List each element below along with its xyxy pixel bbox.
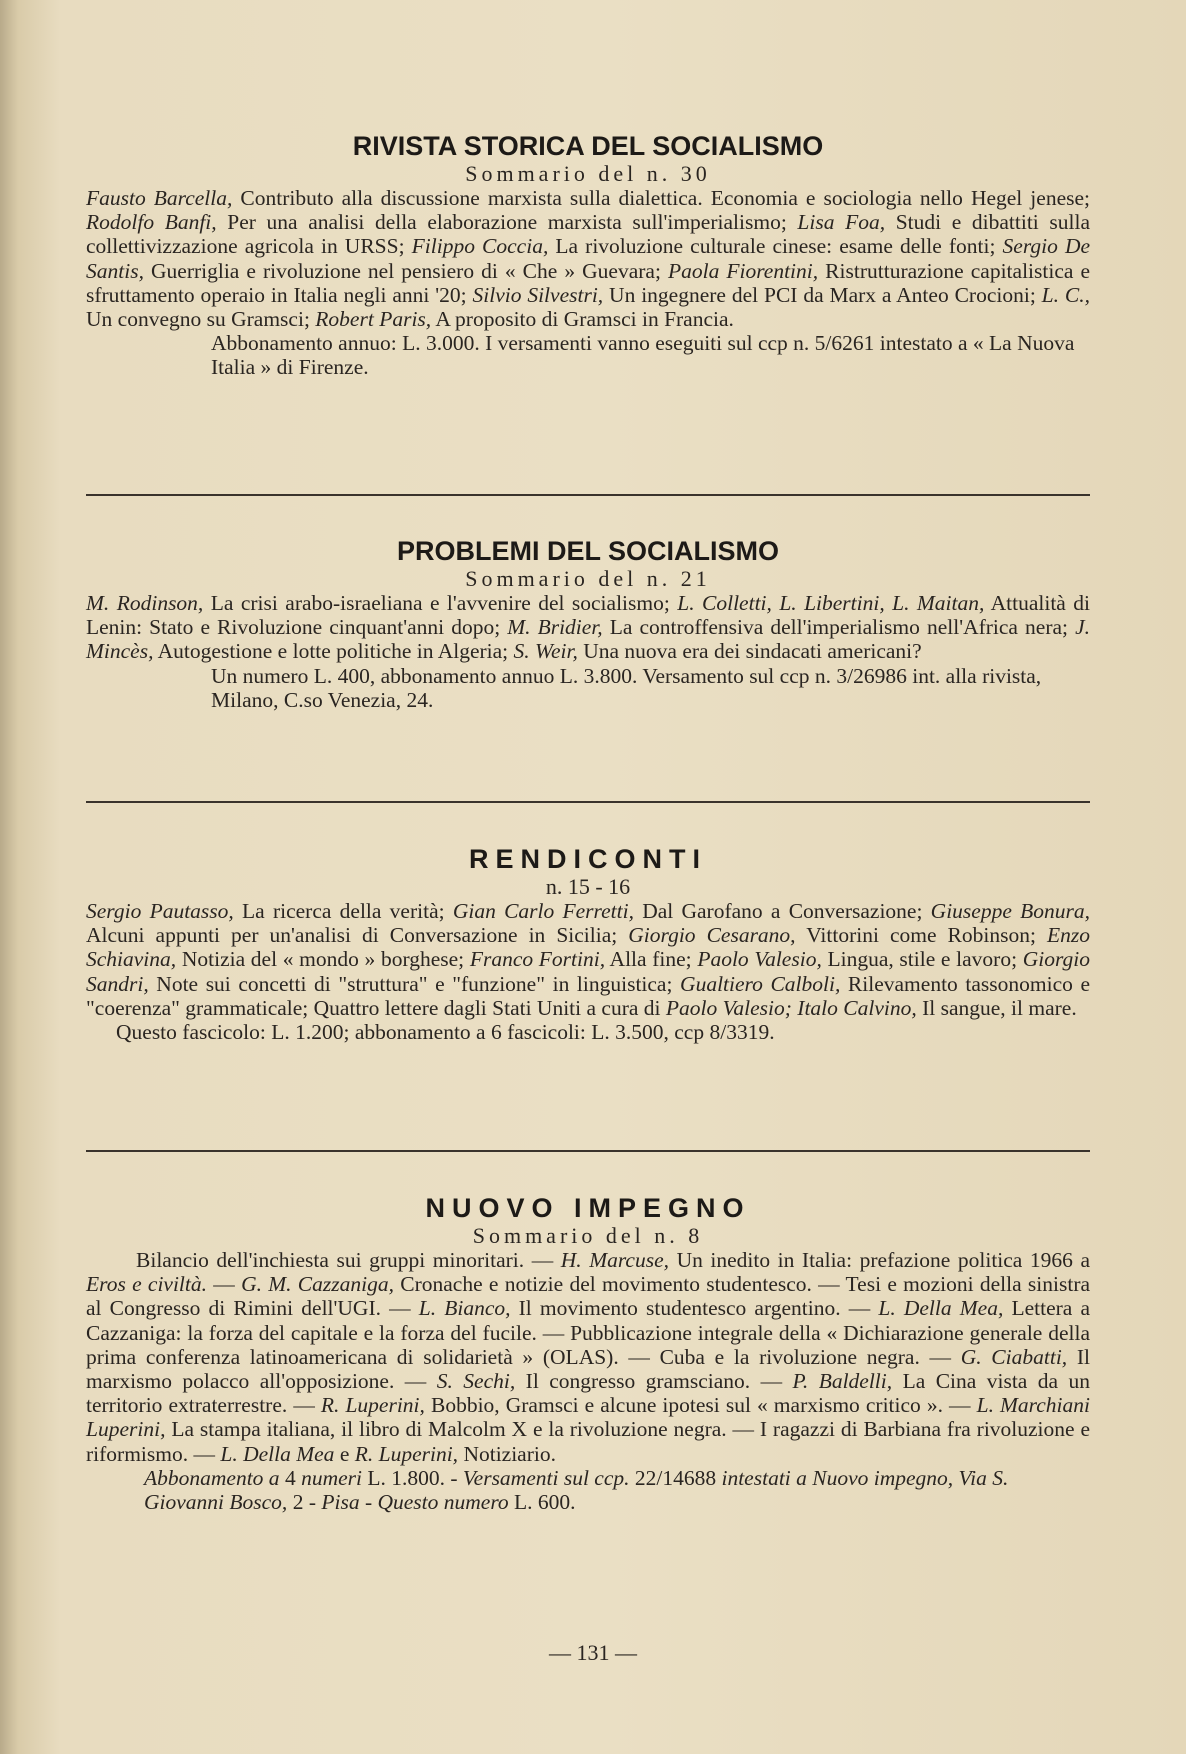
text-run: Alcuni appunti per un'analisi di Conversazione in Sicilia; <box>86 923 629 948</box>
italic-run: M. Bridier, <box>507 615 603 640</box>
text-run: Guerriglia e rivoluzione nel pensiero di « Che » Guevara; <box>143 258 668 283</box>
italic-run: Giorgio Sandri, <box>86 947 1091 996</box>
italic-run: Abbonamento a <box>144 1465 280 1490</box>
text-run: Note sui concetti di "struttura" e "funzione" in linguistica; <box>148 971 681 996</box>
italic-run: G. Ciabatti, <box>960 1344 1068 1369</box>
italic-run: H. Marcuse, <box>560 1248 670 1272</box>
section-title: NUOVO IMPEGNO <box>425 1193 751 1223</box>
italic-run: Paolo Valesio; <box>665 995 792 1020</box>
italic-run: Filippo Coccia, <box>411 234 549 259</box>
text-run: Il sangue, il mare. <box>916 995 1077 1020</box>
text-run: Il movimento studentesco argentino. — <box>510 1296 879 1321</box>
italic-run: Giorgio Cesarano, <box>628 923 796 948</box>
text-run: Una nuova era dei sindacati americani? <box>577 639 922 664</box>
italic-run: P. Baldelli, <box>792 1369 893 1394</box>
text-run: Il congresso gramsciano. — <box>515 1369 793 1394</box>
section-rivista-storica <box>86 130 1090 380</box>
italic-run: Versamenti sul ccp. <box>462 1465 630 1490</box>
italic-run: intestati a Nuovo impegno, Via S. Giovanni Bosco, <box>144 1465 1009 1515</box>
italic-run: M. Rodinson, <box>86 591 204 615</box>
text-run: Ristrutturazione capitalistica e sfruttamento operaio in Italia negli anni '20; <box>86 258 1090 307</box>
italic-run: L. Bianco, <box>418 1296 511 1321</box>
page-number: — 131 — <box>549 1640 637 1665</box>
text-run: 4 <box>279 1465 302 1490</box>
text-run: Attualità di Lenin: Stato e Rivoluzione cinquant'anni dopo; <box>86 591 1090 640</box>
text-run: Bilancio dell'inchiesta sui gruppi minoritari. — <box>136 1248 561 1272</box>
text-run: Contributo alla discussione marxista sulla dialettica. Economia e sociologia nello Hegel jenese; <box>232 186 1090 210</box>
text-run: Un convegno su Gramsci; <box>86 307 316 332</box>
italic-run: Gian Carlo Ferretti, <box>452 899 634 923</box>
italic-run: Fausto Barcella, <box>86 186 233 210</box>
text-run: Abbonamento annuo: L. 3.000. I versamenti vanno eseguiti sul ccp n. 5/6261 intestato a « La Nuova Italia » di Firenze. <box>211 331 1075 380</box>
italic-run: G. M. Cazzaniga, <box>241 1272 394 1297</box>
text-run: Per una analisi della elaborazione marxista sull'imperialismo; <box>216 210 798 235</box>
italic-run: R. Luperini, <box>320 1393 425 1418</box>
text-run: Vittorini come Robinson; <box>795 923 1047 948</box>
text-run: Autogestione e lotte politiche in Algeria; <box>153 639 514 664</box>
italic-run: Sergio Pautasso, <box>86 899 234 923</box>
italic-run: L. Marchiani Luperini, <box>86 1393 1090 1442</box>
italic-run: R. Luperini, <box>354 1441 459 1466</box>
text-run: e <box>334 1441 355 1466</box>
text-run: Dal Garofano a Conversazione; <box>633 899 931 923</box>
text-run: La Cina vista da un territorio extraterrestre. — <box>86 1369 1091 1418</box>
italic-run: Rodolfo Banfi, <box>86 210 217 235</box>
text-run: Alla fine; <box>605 947 698 972</box>
section-subtitle: n. 15 - 16 <box>545 874 631 899</box>
text-run: Rilevamento tassonomico e "coerenza" grammaticale; Quattro lettere dagli Stati Uniti a cura di <box>86 971 1091 1020</box>
text-run: Un numero L. 400, abbonamento annuo L. 3.800. Versamento sul ccp n. 3/26986 int. alla rivista, Milano, C.so Venezia, 24. <box>211 663 1042 712</box>
italic-run: Paolo Valesio, <box>697 947 822 972</box>
text-run: Studi e dibattiti sulla collettivizzazione agricola in URSS; <box>86 210 1090 259</box>
italic-run: Giuseppe Bonura, <box>930 899 1090 923</box>
text-run: Un inedito in Italia: prefazione politica 1966 a <box>669 1248 1090 1272</box>
italic-run: Eros e civiltà. <box>86 1272 208 1297</box>
section-title: PROBLEMI DEL SOCIALISMO <box>396 536 780 566</box>
section-note <box>116 1020 1090 1044</box>
text-run: 2 - <box>287 1490 322 1515</box>
italic-run: L. Della Mea, <box>878 1296 1004 1321</box>
italic-run: Italo Calvino, <box>797 995 917 1020</box>
text-run: La stampa italiana, il libro di Malcolm X e la rivoluzione negra. — I ragazzi di Barbiana fra rivoluzione e riformismo. — <box>86 1417 1090 1466</box>
italic-run: Silvio Silvestri, <box>472 282 604 307</box>
italic-run: S. Sechi, <box>436 1369 516 1394</box>
text-run: La crisi arabo-israeliana e l'avvenire del socialismo; <box>203 591 678 615</box>
text-run: Un ingegnere del PCI da Marx a Anteo Crocioni; <box>603 282 1042 307</box>
text-run: Notizia del « mondo » borghese; <box>176 947 470 972</box>
text-run: La controffensiva dell'imperialismo nell'Africa nera; <box>602 615 1076 640</box>
section-note <box>144 1466 1090 1514</box>
section-body <box>86 186 1090 331</box>
italic-run: S. Weir, <box>513 639 578 664</box>
text-run: Questo fascicolo: L. 1.200; abbonamento a 6 fascicoli: L. 3.500, ccp 8/3319. <box>116 1020 775 1045</box>
text-run: Bobbio, Gramsci e alcune ipotesi sul « marxismo critico ». — <box>424 1393 977 1418</box>
text-run: L. 1.800. - <box>361 1465 463 1490</box>
section-subtitle: Sommario del n. 30 <box>465 161 711 186</box>
text-run: Lettera a Cazzaniga: la forza del capitale e la forza del fucile. — Pubblicazione integrale della « Dichiarazione generale della prima conferenza latinoamericana di solidarietà » (OLAS). — Cuba e la rivoluzione negra. — <box>86 1296 1091 1369</box>
divider <box>86 494 1090 496</box>
section-rendiconti <box>86 843 1090 1044</box>
text-run: La rivoluzione culturale cinese: esame delle fonti; <box>548 234 1003 259</box>
section-body <box>86 1248 1090 1466</box>
section-nuovo-impegno <box>86 1192 1090 1514</box>
section-subtitle: Sommario del n. 8 <box>472 1223 704 1248</box>
italic-run: Franco Fortini, <box>469 947 606 972</box>
text-run: Notiziario. <box>458 1441 556 1466</box>
text-run: La ricerca della verità; <box>233 899 453 923</box>
italic-run: L. Colletti, L. Libertini, L. Maitan, <box>677 591 985 615</box>
text-run: Cronache e notizie del movimento studentesco. — Tesi e mozioni della sinistra al Congresso di Rimini dell'UGI. — <box>86 1272 1091 1321</box>
text-run: L. 600. <box>508 1490 576 1515</box>
section-title: RIVISTA STORICA DEL SOCIALISMO <box>352 131 824 161</box>
italic-run: Lisa Foa, <box>797 210 886 235</box>
divider <box>86 801 1090 803</box>
italic-run: Enzo Schiavina, <box>86 923 1090 972</box>
italic-run: Paola Fiorentini, <box>667 258 819 283</box>
section-note <box>211 664 1090 712</box>
text-run: Il marxismo polacco all'opposizione. — <box>86 1344 1090 1394</box>
section-note <box>211 331 1090 379</box>
italic-run: Robert Paris, <box>315 307 432 332</box>
text-run: 22/14688 <box>629 1465 722 1490</box>
section-problemi <box>86 535 1090 712</box>
text-run: A proposito di Gramsci in Francia. <box>431 307 734 332</box>
italic-run: numeri <box>301 1465 362 1490</box>
italic-run: Sergio De Santis, <box>86 234 1091 283</box>
text-run: Lingua, stile e lavoro; <box>821 947 1023 972</box>
italic-run: L. Della Mea <box>220 1441 335 1466</box>
text-run: — <box>207 1272 242 1297</box>
italic-run: Gualtiero Calboli, <box>680 971 841 996</box>
section-body <box>86 591 1090 664</box>
section-title: RENDICONTI <box>469 844 707 874</box>
italic-run: Pisa - Questo numero <box>321 1490 509 1515</box>
italic-run: L. C., <box>1041 282 1090 307</box>
section-body <box>86 899 1090 1020</box>
divider <box>86 1150 1090 1152</box>
section-subtitle: Sommario del n. 21 <box>465 566 711 591</box>
italic-run: J. Mincès, <box>86 615 1090 664</box>
